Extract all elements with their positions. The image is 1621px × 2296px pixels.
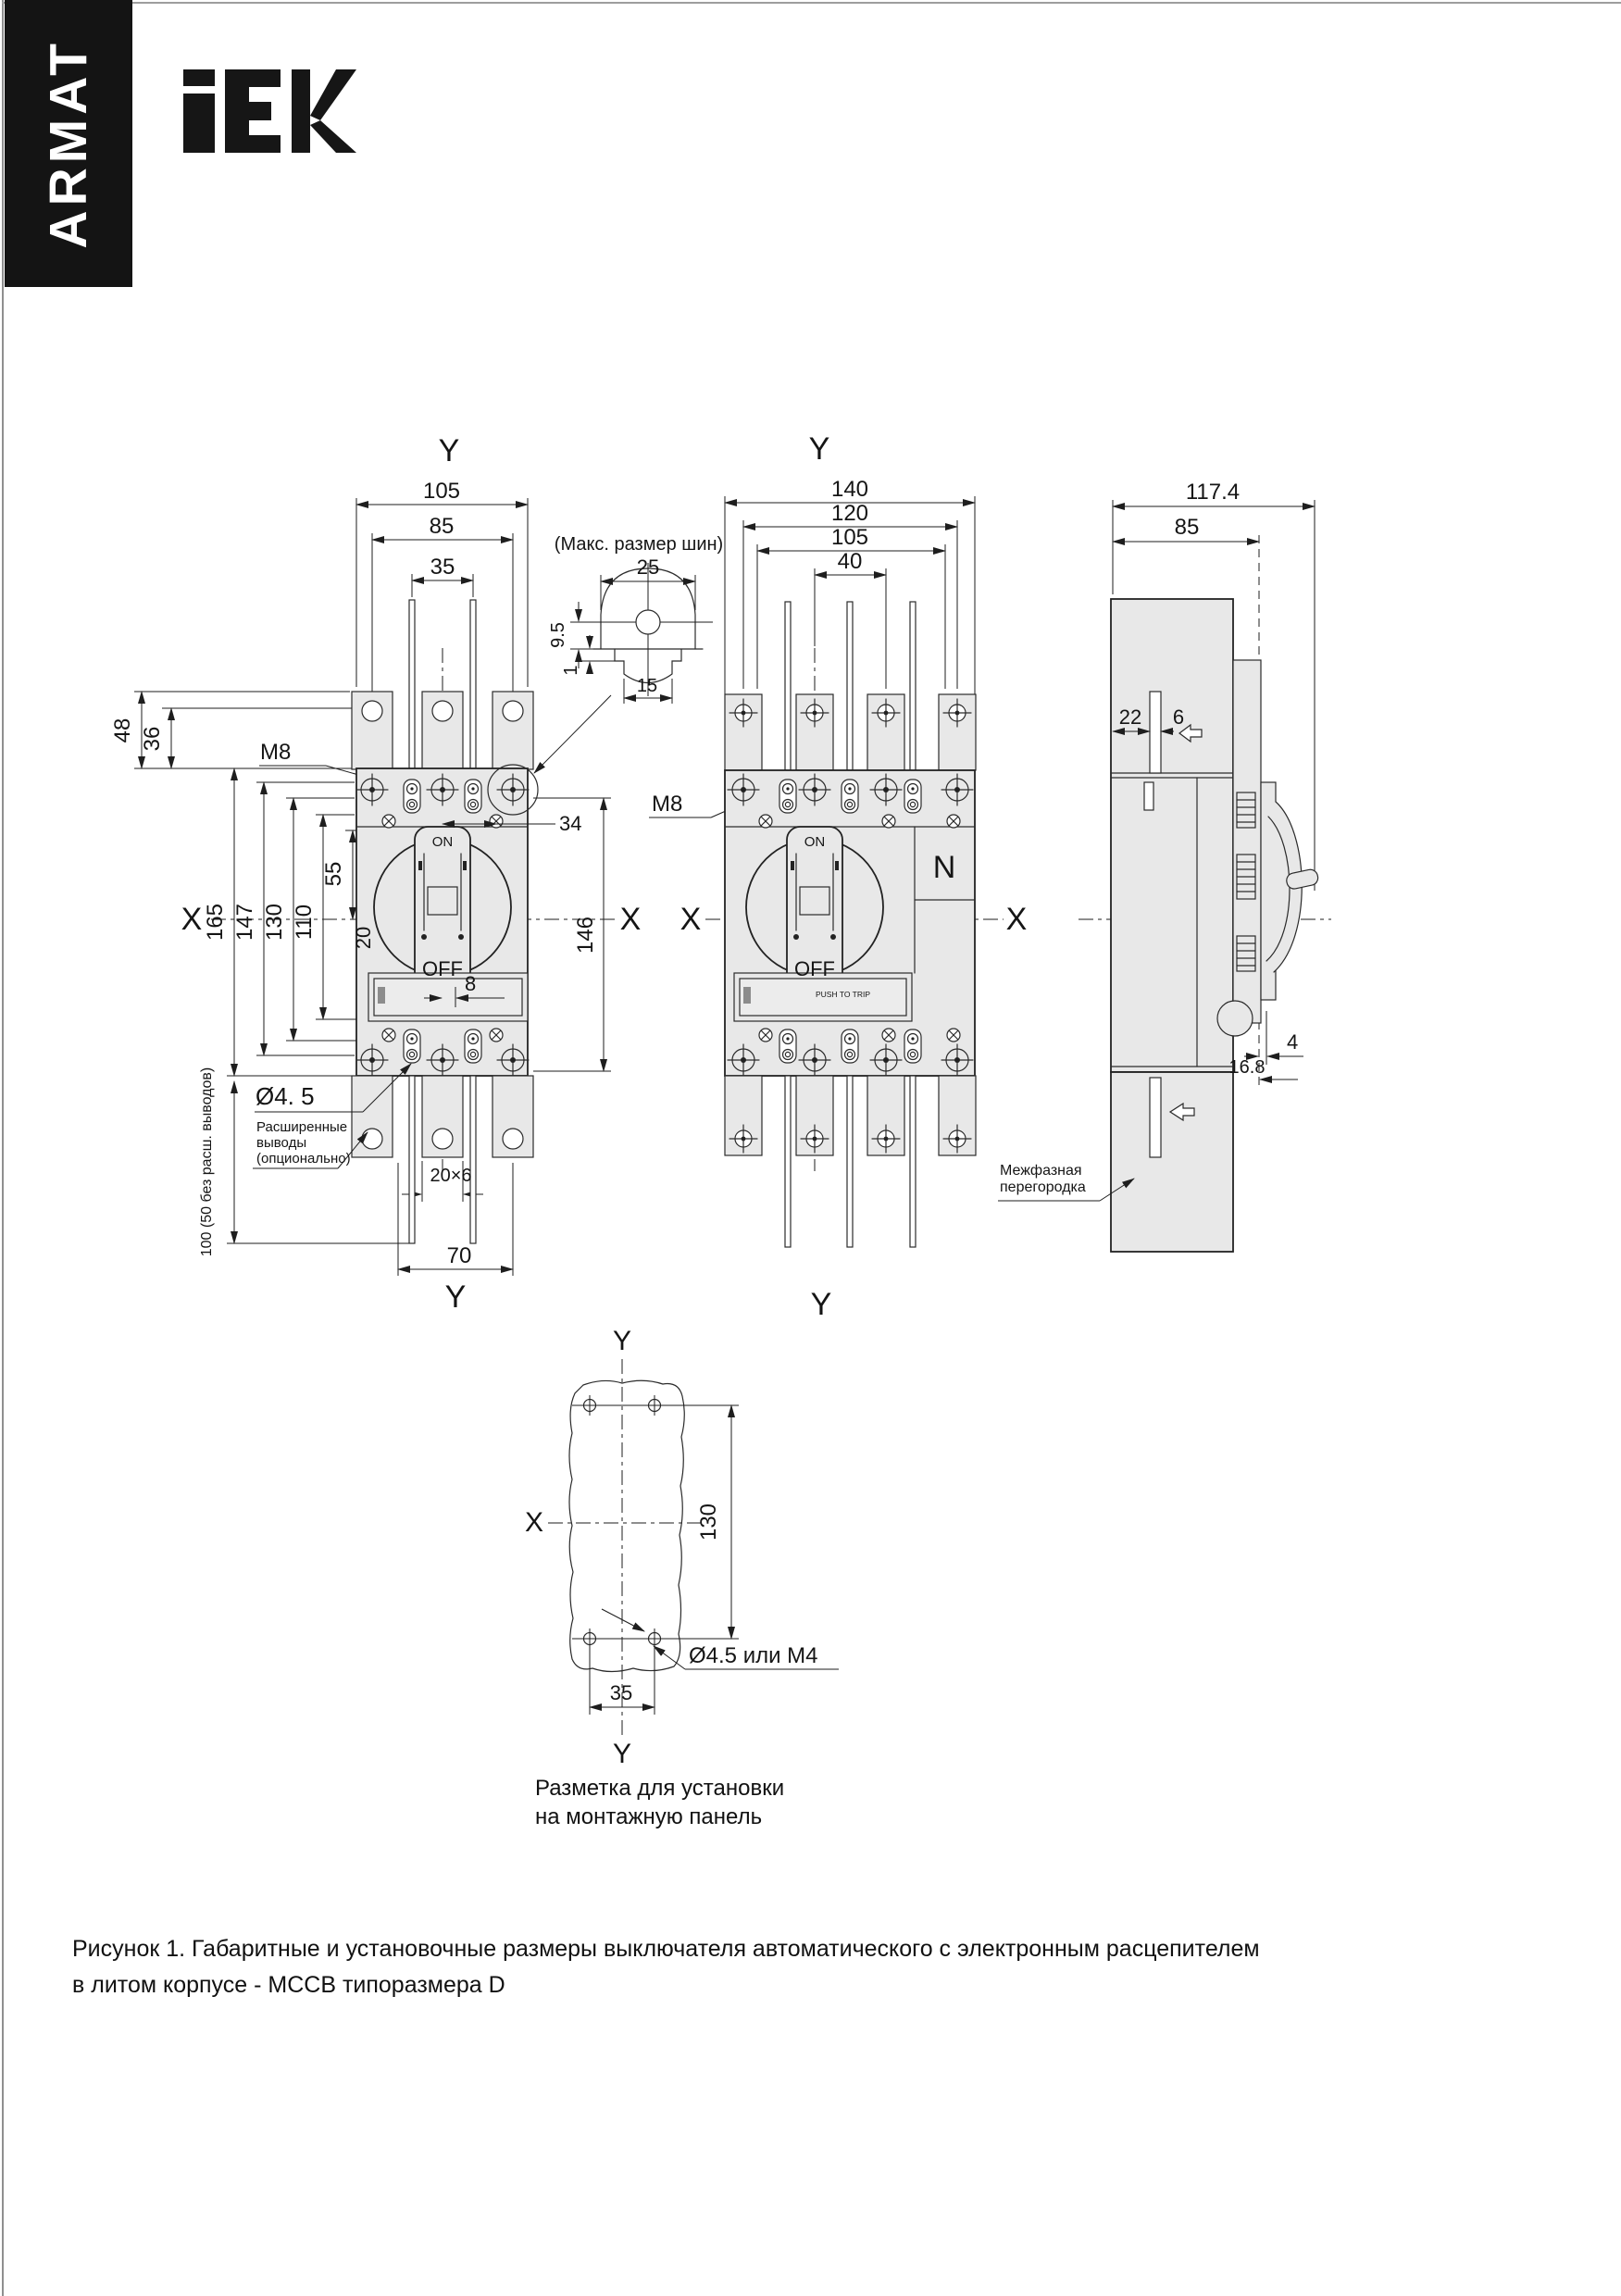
dim-95-bus: 9.5 — [548, 622, 568, 648]
dim-85-3p: 85 — [429, 514, 455, 539]
dim-100-ext: 100 (50 без расш. выводов) — [199, 1067, 215, 1257]
dim-6-side: 6 — [1172, 705, 1185, 729]
label-push-to-trip: PUSH TO TRIP — [816, 990, 871, 999]
dim-15-bus: 15 — [636, 676, 658, 696]
label-m8-3p: M8 — [260, 740, 292, 765]
figure-caption-line2: в литом корпусе - MCCB типоразмера D — [72, 1972, 505, 1998]
dim-22-side: 22 — [1118, 705, 1142, 729]
dim-8: 8 — [465, 972, 477, 995]
front-view-4pole — [649, 431, 1027, 1322]
label-ext-terminals-2: выводы — [256, 1135, 307, 1151]
template-caption-line2: на монтажную панель — [535, 1804, 763, 1829]
label-on-3p: ON — [431, 834, 454, 850]
dim-130: 130 — [262, 903, 287, 942]
axis-y-bottom-template: Y — [612, 1739, 632, 1769]
dim-1-bus: 1 — [561, 665, 581, 676]
axis-y-bottom-3p: Y — [444, 1279, 467, 1315]
dim-168-side: 16.8 — [1228, 1057, 1266, 1078]
axis-y-top-4p: Y — [808, 431, 830, 467]
dim-20: 20 — [352, 926, 375, 950]
template-caption — [535, 1774, 784, 1831]
dim-85-side: 85 — [1174, 515, 1200, 540]
axis-y-top-template: Y — [612, 1326, 632, 1356]
dim-hole-template: Ø4.5 или M4 — [689, 1643, 818, 1668]
dim-36: 36 — [140, 726, 165, 752]
dim-105-4p: 105 — [830, 525, 869, 550]
dim-20x6: 20×6 — [430, 1166, 472, 1186]
dim-140-4p: 140 — [830, 477, 869, 502]
axis-x-right-4p: X — [1005, 902, 1028, 937]
dim-34: 34 — [559, 812, 582, 835]
axis-x-left-3p: X — [181, 902, 203, 937]
panel-blob — [569, 1380, 684, 1671]
figure-caption-line1: Рисунок 1. Габаритные и установочные размеры выключателя автоматического с электронным расцепителем — [72, 1936, 1260, 1962]
bus-size-detail — [534, 534, 723, 773]
label-on-4p: ON — [804, 834, 826, 850]
label-m8-4p: M8 — [652, 792, 683, 817]
dim-hole-d45: Ø4. 5 — [256, 1082, 315, 1110]
axis-y-bottom-4p: Y — [810, 1287, 832, 1322]
side-view — [998, 480, 1331, 1252]
mounting-template — [525, 1326, 839, 1769]
template-caption-line1: Разметка для установки — [535, 1776, 785, 1801]
dim-25-bus: 25 — [636, 555, 660, 579]
label-ext-terminals-1: Расширенные — [256, 1119, 348, 1135]
dim-48: 48 — [110, 718, 135, 743]
dim-146: 146 — [573, 916, 598, 955]
dim-105-3p: 105 — [422, 479, 461, 504]
label-off-3p: OFF — [422, 957, 463, 980]
front-view-3pole — [110, 433, 641, 1315]
interphase-barrier — [1111, 1072, 1233, 1252]
dim-130-template: 130 — [696, 1503, 721, 1541]
figure-caption — [72, 1931, 1260, 2003]
armat-banner-label: ARMAT — [39, 38, 98, 249]
dim-55: 55 — [321, 861, 346, 887]
dim-35-3p: 35 — [430, 555, 455, 580]
label-neutral-pole: N — [932, 850, 956, 885]
dim-147: 147 — [232, 903, 257, 942]
dim-110: 110 — [292, 904, 317, 941]
axis-x-template: X — [524, 1507, 544, 1538]
side-body — [1111, 599, 1233, 1072]
axis-x-right-3p: X — [619, 902, 642, 937]
dim-70: 70 — [446, 1243, 472, 1268]
dim-1174-side: 117.4 — [1185, 480, 1241, 505]
label-ext-terminals-3: (опционально) — [256, 1151, 351, 1167]
dim-35-template: 35 — [609, 1681, 633, 1704]
axis-y-top-3p: Y — [438, 433, 460, 468]
dim-120-4p: 120 — [830, 501, 869, 526]
dim-4-side: 4 — [1287, 1030, 1299, 1054]
bus-detail-title: (Макс. размер шин) — [554, 534, 724, 555]
label-partition-1: Межфазная — [1000, 1163, 1082, 1179]
axis-x-left-4p: X — [680, 902, 702, 937]
dim-165: 165 — [203, 903, 228, 942]
label-off-4p: OFF — [794, 957, 835, 980]
dim-40-4p: 40 — [837, 549, 863, 574]
label-partition-2: перегородка — [1000, 1179, 1086, 1195]
vent-ribs — [1237, 792, 1255, 971]
